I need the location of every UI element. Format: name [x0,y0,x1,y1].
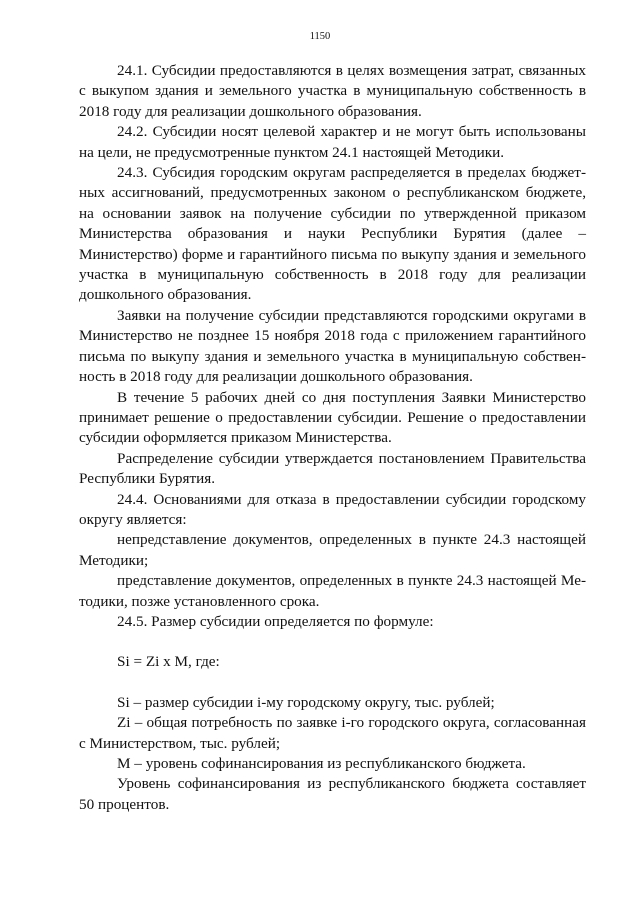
document-body [79,61,586,815]
paragraph-24-1: 24.1. Субсидии предоставляются в целях возмещения затрат, связанных с выкупом здания и земельного участка в муниципальную собственность в 2018 году для реализации дошкольного образования. [79,62,586,120]
subsidy-formula: Si = Zi x M, где: [117,653,220,671]
paragraph-24-4: 24.4. Основаниями для отказа в предоставлении субсидии городскому округу является: [79,490,586,528]
paragraph-24-2: 24.2. Субсидии носят целевой характер и не могут быть использованы на цели, не предусмотренные пунктом 24.1 настоящей Методики. [79,123,586,161]
paragraph-24-5: 24.5. Размер субсидии определяется по формуле: [117,612,434,630]
refusal-reason-nonsubmission: непредставление документов, определенных в пункте 24.3 настоящей Методики; [79,531,586,569]
cofinancing-level: Уровень софинансирования из республиканского бюджета составляет 50 процентов. [79,775,586,813]
definition-si: Si – размер субсидии i-му городскому округу, тыс. рублей; [117,693,495,711]
definition-zi: Zi – общая потребность по заявке i-го городского округа, согласованная с Министерством, тыс. рублей; [79,714,586,752]
paragraph-24-3: 24.3. Субсидия городским округам распределяется в пределах бюджетных ассигнований, предусмотренных законом о республиканском бюджете, на основании заявок на получение субсидии по утвержденной приказом Министерства образования и науки Республики Бурятия (далее – Министерство) форме и гарантийного письма по выкупу здания и земельного участка в муниципальную собственность в 2018 году для реализации дошкольного образования. [79,164,586,304]
paragraph-distribution: Распределение субсидии утверждается постановлением Правительства Республики Бурятия. [79,449,586,488]
paragraph-applications: Заявки на получение субсидии представляются городскими округами в Министерство не позднее 15 ноября 2018 года с приложением гарантийного письма по выкупу здания и земельного участка в муниципальную собственность в 2018 году для реализации дошкольного образования. [79,306,586,386]
refusal-reason-late-submission: представление документов, определенных в пункте 24.3 настоящей Методики, позже установленного срока. [79,572,586,610]
definition-m: М – уровень софинансирования из республиканского бюджета. [117,755,526,772]
paragraph-decision-deadline: В течение 5 рабочих дней со дня поступления Заявки Министерство принимает решение о предоставлении субсидии. Решение о предоставлении субсидии оформляется приказом Министерства. [79,388,586,447]
page-number: 1150 [309,31,331,42]
